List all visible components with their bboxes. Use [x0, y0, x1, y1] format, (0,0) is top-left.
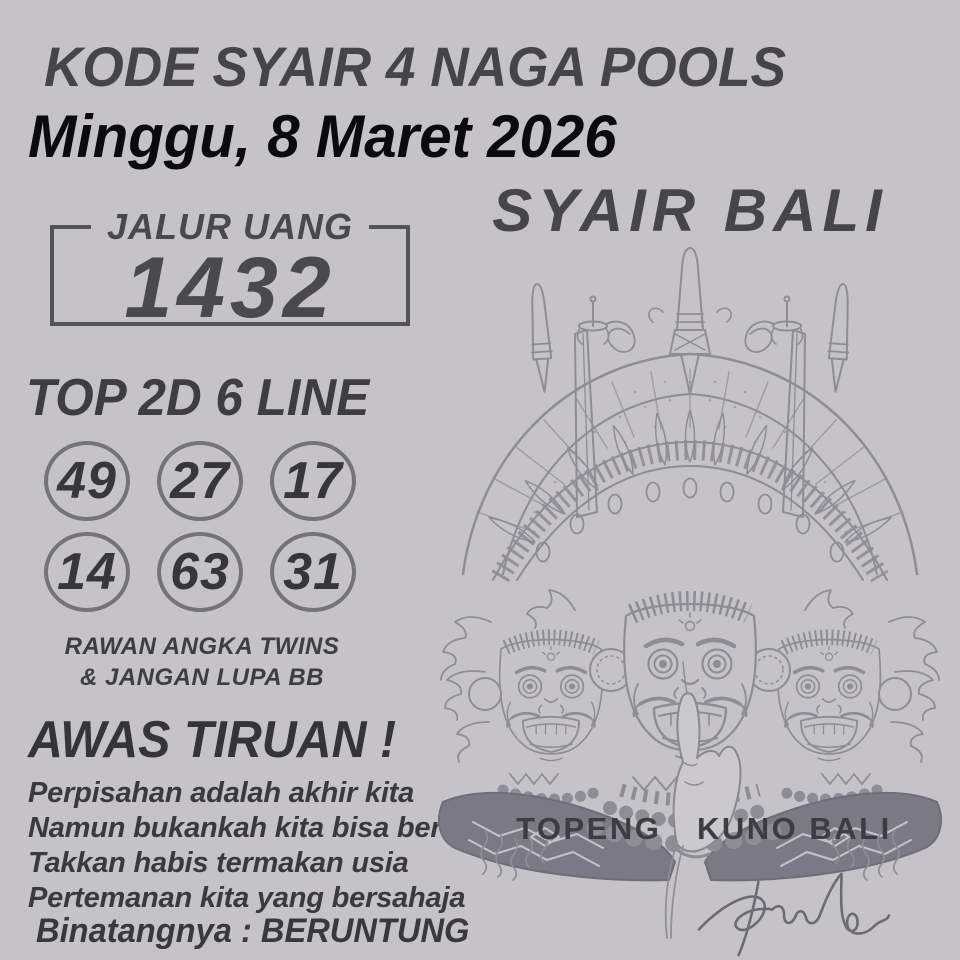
jalur-uang-label: JALUR UANG	[106, 206, 353, 247]
number-value: 14	[57, 543, 117, 601]
poem-line: Perpisahan adalah akhir kita	[28, 777, 415, 809]
page-title: KODE SYAIR 4 NAGA POOLS	[44, 35, 786, 98]
signature-icon	[692, 866, 892, 960]
bb-note: & JANGAN LUPA BB	[79, 664, 324, 691]
number-value: 31	[283, 543, 343, 601]
jalur-uang-box	[50, 206, 410, 336]
number-value: 49	[57, 452, 117, 510]
notes	[18, 631, 386, 693]
number-circle	[44, 441, 130, 521]
mask-caption-left: TOPENG	[516, 811, 662, 846]
poem-line: Pertemanan kita yang bersahaja	[28, 882, 466, 914]
poem-line: Takkan habis termakan usia	[28, 847, 409, 879]
number-value: 63	[170, 543, 230, 601]
animal-line: Binatangnya : BERUNTUNG	[36, 912, 470, 950]
number-circle	[44, 532, 130, 612]
jalur-uang-value: 1432	[124, 240, 336, 336]
twins-note: RAWAN ANGKA TWINS	[64, 633, 340, 660]
warning-text: AWAS TIRUAN !	[28, 711, 397, 769]
top2d-grid	[44, 441, 389, 612]
poem	[28, 776, 491, 916]
mask-caption-right: KUNO BALI	[697, 811, 892, 846]
number-circle	[157, 441, 243, 521]
number-value: 17	[283, 452, 343, 510]
poem-line: Namun bukankah kita bisa bersua	[28, 812, 491, 844]
syair-title: SYAIR BALI	[492, 177, 888, 244]
number-circle	[270, 532, 356, 612]
number-circle	[157, 532, 243, 612]
number-circle	[270, 441, 356, 521]
draw-date: Minggu, 8 Maret 2026	[28, 103, 617, 170]
top2d-heading: TOP 2D 6 LINE	[26, 369, 370, 427]
number-value: 27	[170, 452, 230, 510]
